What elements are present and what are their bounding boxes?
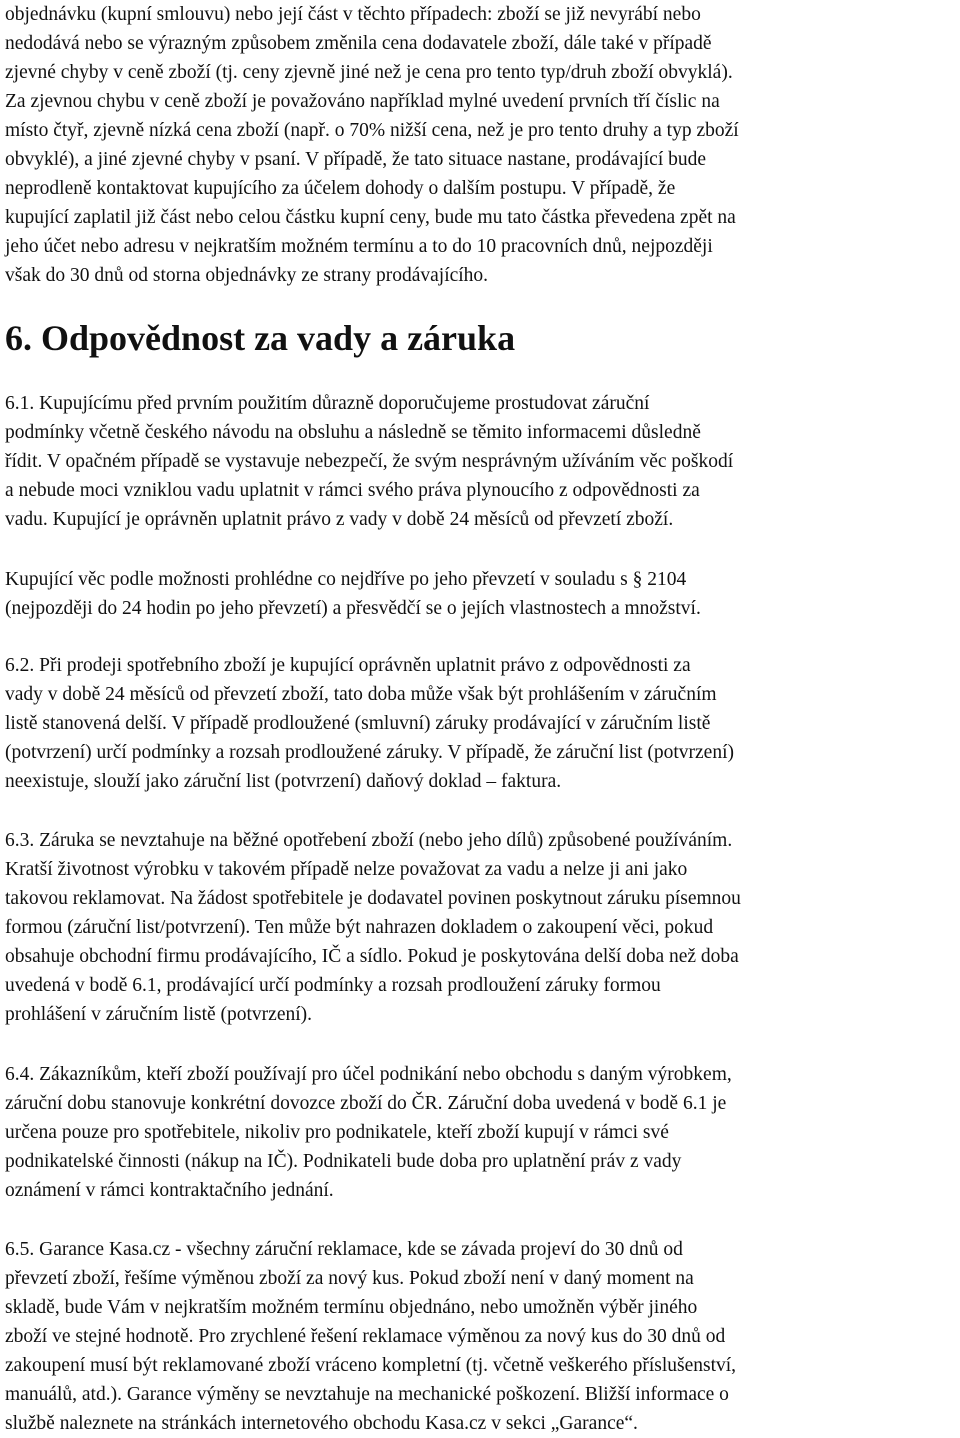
paragraph-6-1: [5, 389, 955, 534]
paragraph-6-1-inspection: [5, 565, 955, 623]
text-line: oznámení v rámci kontraktačního jednání.: [5, 1180, 334, 1201]
section-heading: 6. Odpovědnost za vady a záruka: [5, 318, 516, 358]
text-line: a nebude moci vzniklou vadu uplatnit v rámci svého práva plynoucího z odpovědnosti za: [5, 480, 700, 501]
paragraph-6-4: [5, 1060, 955, 1205]
text-line: 6.5. Garance Kasa.cz - všechny záruční reklamace, kde se závada projeví do 30 dnů od: [5, 1239, 683, 1260]
text-line: podnikatelské činnosti (nákup na IČ). Podnikateli bude doba pro uplatnění práv z vady: [5, 1151, 682, 1172]
text-line: však do 30 dnů od storna objednávky ze strany prodávajícího.: [5, 265, 489, 286]
text-line: jeho účet nebo adresu v nejkratším možném termínu a to do 10 pracovních dnů, nejpozději: [5, 236, 713, 257]
intro-paragraph: [5, 0, 955, 290]
text-line: uvedená v bodě 6.1, prodávající určí podmínky a rozsah prodloužení záruky formou: [5, 975, 661, 996]
text-line: kupující zaplatil již část nebo celou částku kupní ceny, bude mu tato částka převedena zpět na: [5, 207, 736, 228]
text-line: formou (záruční list/potvrzení). Ten může být nahrazen dokladem o zakoupení věci, pokud: [5, 917, 714, 938]
text-line: převzetí zboží, řešíme výměnou zboží za nový kus. Pokud zboží není v daný moment na: [5, 1268, 694, 1289]
text-line: zjevné chyby v ceně zboží (tj. ceny zjevně jiné než je cena pro tento typ/druh zboží obvyklá).: [5, 62, 733, 83]
text-line: (potvrzení) určí podmínky a rozsah prodloužené záruky. V případě, že záruční list (potvrzení): [5, 742, 734, 763]
text-line: takovou reklamovat. Na žádost spotřebitele je dodavatel povinen poskytnout záruku písemnou: [5, 888, 741, 909]
text-line: obvyklé), a jiné zjevné chyby v psaní. V případě, že tato situace nastane, prodávající bude: [5, 149, 707, 170]
text-line: podmínky včetně českého návodu na obsluhu a následně se těmito informacemi důsledně: [5, 422, 701, 443]
text-line: manuálů, atd.). Garance výměny se nevztahuje na mechanické poškození. Bližší informace o: [5, 1384, 729, 1405]
text-line: zboží ve stejné hodnotě. Pro zrychlené řešení reklamace výměnou za nový kus do 30 dnů od: [5, 1326, 726, 1347]
text-line: obsahuje obchodní firmu prodávajícího, IČ a sídlo. Pokud je poskytována delší doba než doba: [5, 946, 739, 967]
text-line: neprodleně kontaktovat kupujícího za účelem dohody o dalším postupu. V případě, že: [5, 178, 676, 199]
text-line: místo čtyř, zjevně nízká cena zboží (např. o 70% nižší cena, než je pro tento druhy a typ zboží: [5, 120, 739, 141]
text-line: Kupující věc podle možnosti prohlédne co nejdříve po jeho převzetí v souladu s § 2104: [5, 569, 687, 590]
text-line: 6.3. Záruka se nevztahuje na běžné opotřebení zboží (nebo jeho dílů) způsobené používáním.: [5, 830, 733, 851]
text-line: objednávku (kupní smlouvu) nebo její část v těchto případech: zboží se již nevyrábí nebo: [5, 4, 701, 25]
text-line: neexistuje, slouží jako záruční list (potvrzení) daňový doklad – faktura.: [5, 771, 562, 792]
text-line: Kratší životnost výrobku v takovém případě nelze považovat za vadu a nelze ji ani jako: [5, 859, 688, 880]
text-line: listě stanovená delší. V případě prodloužené (smluvní) záruky prodávající v záručním listě: [5, 713, 711, 734]
text-line: záruční dobu stanovuje konkrétní dovozce zboží do ČR. Záruční doba uvedená v bodě 6.1 je: [5, 1093, 727, 1114]
paragraph-6-2: [5, 651, 955, 796]
text-line: zakoupení musí být reklamované zboží vráceno kompletní (tj. včetně veškerého příslušenství,: [5, 1355, 737, 1376]
text-line: nedodává nebo se výrazným způsobem změnila cena dodavatele zboží, dále také v případě: [5, 33, 712, 54]
text-line: určena pouze pro spotřebitele, nikoliv pro podnikatele, kteří zboží kupují v rámci své: [5, 1122, 669, 1143]
text-line: 6.2. Při prodeji spotřebního zboží je kupující oprávněn uplatnit právo z odpovědnosti za: [5, 655, 691, 676]
text-line: službě naleznete na stránkách internetového obchodu Kasa.cz v sekci „Garance“.: [5, 1413, 638, 1434]
text-line: 6.4. Zákazníkům, kteří zboží používají pro účel podnikání nebo obchodu s daným výrobkem,: [5, 1064, 732, 1085]
paragraph-6-3: [5, 826, 955, 1029]
text-line: Za zjevnou chybu v ceně zboží je považováno například mylné uvedení prvních tří číslic na: [5, 91, 720, 112]
text-line: skladě, bude Vám v nejkratším možném termínu objednáno, nebo umožněn výběr jiného: [5, 1297, 698, 1318]
text-line: (nejpozději do 24 hodin po jeho převzetí) a přesvědčí se o jejích vlastnostech a množství.: [5, 598, 701, 619]
text-line: řídit. V opačném případě se vystavuje nebezpečí, že svým nesprávným užíváním věc poškodí: [5, 451, 734, 472]
paragraph-6-5: [5, 1235, 955, 1438]
text-line: 6.1. Kupujícímu před prvním použitím důrazně doporučujeme prostudovat záruční: [5, 393, 650, 414]
text-line: vadu. Kupující je oprávněn uplatnit právo z vady v době 24 měsíců od převzetí zboží.: [5, 509, 674, 530]
text-line: vady v době 24 měsíců od převzetí zboží, tato doba může však být prohlášením v záručním: [5, 684, 717, 705]
text-line: prohlášení v záručním listě (potvrzení).: [5, 1004, 313, 1025]
